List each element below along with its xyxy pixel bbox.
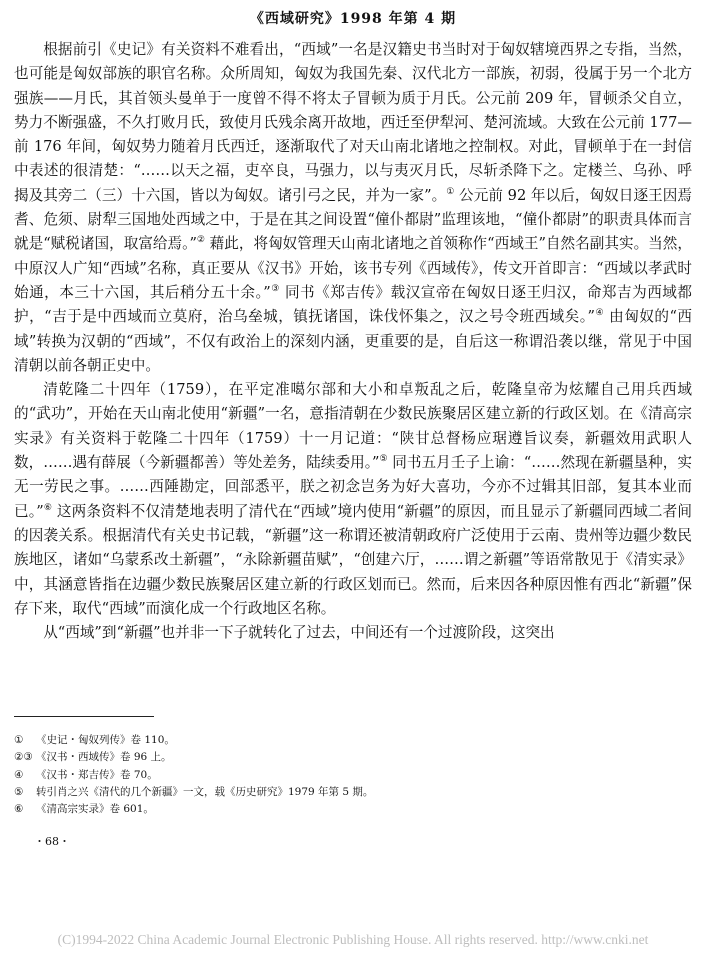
article-body: [14, 38, 692, 645]
copyright-watermark: (C)1994-2022 China Academic Journal Electronic Publishing House. All rights reserved. http://www.cnki.net: [57, 932, 649, 947]
footnote-text: 《汉书・郑吉传》卷 70。: [36, 768, 158, 781]
journal-header: 《西域研究》1998 年第 4 期: [249, 11, 457, 27]
footnotes: [14, 732, 692, 818]
footnote-mark: ②③: [14, 751, 33, 764]
paragraph-text: 公元前 92 年以后，匈奴日逐王因焉耆、危须、尉犁三国地处西域之中，于是在其之间设置“僮仆都尉”监理该地，“僮仆都尉”的职责具体而言就是“赋税诸国，取富给焉。”: [14, 186, 692, 253]
footnote-mark: ⑤: [14, 785, 24, 798]
paragraph-text: 根据前引《史记》有关资料不难看出，“西域”一名是汉籍史书当时对于匈奴辖境西界之专指，当然，也可能是匈奴部族的职官名称。众所周知，匈奴为我国先秦、汉代北方一部族，初弱，役属于另一个北方强族——月氏，其首领头曼单于一度曾不得不将太子冒顿为质于月氏。公元前 209 年，冒顿杀父自立，势力不断强盛，不久打败月氏，致使月氏残余离开故地，西迁至伊犁河、楚河流域。大致在公元前 177—前 176 年间，匈奴势力随着月氏西迁，逐渐取代了对天山南北诸地之控制权。对此，冒顿单于在一封信中表述的很清楚：“……以天之福，吏卒良，马强力，以与夷灭月氏，尽斩杀降下之。定楼兰、乌孙、呼揭及其旁二（三）十六国，皆以为匈奴。诸引弓之民，并为一家”。: [14, 41, 692, 204]
paragraph-text: 从“西域”到“新疆”也并非一下子就转化了过去，中间还有一个过渡阶段，这突出: [43, 624, 555, 642]
footnote-mark: ⑥: [14, 803, 24, 816]
footnote-item: [14, 801, 692, 818]
footnote-text: 转引肖之兴《清代的几个新疆》一文，载《历史研究》1979 年第 5 期。: [36, 785, 374, 798]
paragraph-text: 藉此，将匈奴管理天山南北诸地之首领称作“西域王”自然名副其实。当然，中原汉人广知“西域”名称，真正要从《汉书》开始，该书专列《西域传》，传文开首即言：“西域以孝武时始通，本三十六国，其后稍分五十余。”: [14, 235, 692, 301]
paragraph-text: 清乾隆二十四年（1759），在平定准噶尔部和大小和卓叛乱之后，乾隆皇帝为炫耀自己用兵西域的“武功”，开始在天山南北使用“新疆”一名，意指清朝在少数民族聚居区建立新的行政区划。在《清高宗实录》有关资料于乾隆二十四年（1759）十一月记道：“陕甘总督杨应琚遵旨议奏，新疆效用武职人数，……遇有薛展（今新疆都善）等处差务，陆续委用。”: [14, 381, 692, 472]
paragraph-text: 这两条资料不仅清楚地表明了清代在“西域”境内使用“新疆”的原因，而且显示了新疆同西域二者间的因袭关系。根据清代有关史书记载，“新疆”这一称谓还被清朝政府广泛使用于云南、贵州等边疆少数民族地区，诸如“乌蒙系改土新疆”，“永除新疆苗赋”，“创建六厅，……谓之新疆”等语常散见于《清实录》中，其涵意皆指在边疆少数民族聚居区建立新的行政区划而已。然而，后来因各种原因惟有西北“新疆”保存下来，取代“西域”而演化成一个行政地区名称。: [14, 502, 692, 617]
paragraph-text: 由匈奴的“西域”转换为汉朝的“西域”，不仅有政治上的深刻内涵，更重要的是，自后这一称谓沿袭以继，常见于中国清朝以前各朝正史中。: [14, 308, 693, 374]
footnote-mark: ④: [14, 768, 24, 781]
paragraph-1: [14, 38, 692, 378]
footnote-mark: ①: [14, 734, 24, 746]
footnote-text: 《汉书・西域传》卷 96 上。: [36, 751, 172, 764]
footnote-item: [14, 767, 692, 784]
footnote-item: [14, 732, 692, 749]
footnote-divider: [14, 716, 154, 717]
page-number: ・68・: [34, 835, 70, 848]
footnote-item: [14, 784, 692, 801]
footnote-ref[interactable]: ①: [446, 186, 455, 197]
footnote-ref[interactable]: ③: [270, 284, 280, 295]
footnote-item: [14, 749, 692, 766]
footnote-text: 《史记・匈奴列传》卷 110。: [36, 734, 175, 746]
paragraph-3: [14, 621, 692, 645]
paragraph-2: [14, 378, 692, 621]
footnote-ref[interactable]: ④: [595, 308, 605, 319]
paragraph-text: 同书五月壬子上谕：“……然现在新疆垦种，实无一劳民之事。……西陲勘定，回部悉平，朕之初念岂务为好大喜功，今亦不过辑其旧部，复其本业而已。”: [14, 454, 692, 520]
footnote-ref[interactable]: ②: [196, 235, 205, 246]
footnote-text: 《清高宗实录》卷 601。: [36, 803, 154, 816]
footnote-ref[interactable]: ⑥: [43, 502, 53, 513]
paragraph-text: 同书《郑吉传》载汉宣帝在匈奴日逐王归汉，命郑吉为西域都护，“吉于是中西域而立莫府，治乌垒城，镇抚诸国，诛伐怀集之，汉之号令班西域矣。”: [14, 283, 692, 326]
footnote-ref[interactable]: ⑤: [379, 454, 388, 465]
